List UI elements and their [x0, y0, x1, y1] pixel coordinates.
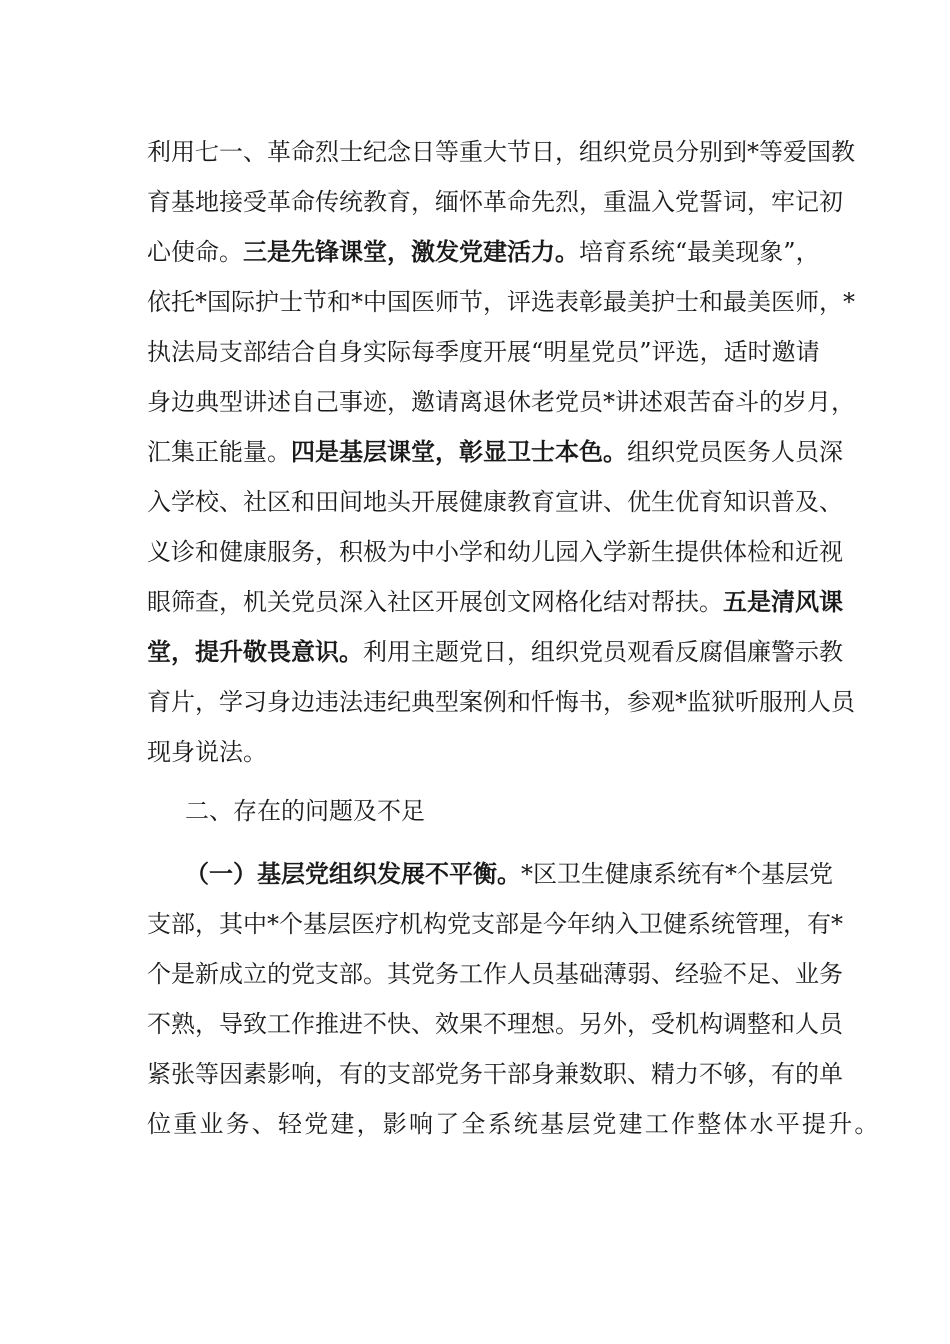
text-line: 利 用 七 一 、 革 命 烈 士 纪 念 日 等 重 大 节 日 ， 组 织 党 员 分 别 到 * 等 爱 国 教 [147, 138, 855, 166]
text-line: 紧 张 等 因 素 影 响 ， 有 的 支 部 党 务 干 部 身 兼 数 职 、 精 力 不 够 ， 有 的 单 [147, 1060, 843, 1088]
text-line: 育 片 ， 学 习 身 边 违 法 违 纪 典 型 案 例 和 忏 悔 书 ， 参 观 * 监 狱 听 服 刑 人 员 [147, 688, 855, 716]
text-line: 个 是 新 成 立 的 党 支 部 。 其 党 务 工 作 人 员 基 础 薄 弱 、 经 验 不 足 、 业 务 [147, 960, 843, 988]
text-line: 育 基 地 接 受 革 命 传 统 教 育 ， 缅 怀 革 命 先 烈 ， 重 温 入 党 誓 词 ， 牢 记 初 [147, 188, 843, 216]
text-line: 执 法 局 支 部 结 合 自 身 实 际 每 季 度 开 展 “ 明 星 党 员 ” 评 选 ， 适 时 邀 请 [147, 338, 820, 366]
text-line-mixed: （ 一 ） 基 层 党 组 织 发 展 不 平 衡 。 * 区 卫 生 健 康 系 统 有 * 个 基 层 党 [185, 859, 833, 888]
text-line-mixed: 堂 ， 提 升 敬 畏 意 识 。 利 用 主 题 党 日 ， 组 织 党 员 观 看 反 腐 倡 廉 警 示 教 [147, 637, 843, 666]
text-line: 依 托 * 国 际 护 士 节 和 * 中 国 医 师 节 ， 评 选 表 彰 最 美 护 士 和 最 美 医 师 ， * [147, 288, 855, 316]
text-line: 现身说法。 [147, 738, 267, 766]
text-line: 不 熟 ， 导 致 工 作 推 进 不 快 、 效 果 不 理 想 。 另 外 ， 受 机 构 调 整 和 人 员 [147, 1010, 843, 1038]
text-line: 身 边 典 型 讲 述 自 己 事 迹 ， 邀 请 离 退 休 老 党 员 * 讲 述 艰 苦 奋 斗 的 岁 月 ， [147, 388, 855, 416]
text-line-mixed: 汇 集 正 能 量 。 四 是 基 层 课 堂 ， 彰 显 卫 士 本 色 。 组 织 党 员 医 务 人 员 深 [147, 437, 843, 466]
text-line-mixed: 心 使 命 。 三 是 先 锋 课 堂 ， 激 发 党 建 活 力 。 培 育 系 统 “ 最 美 现 象 ” ， [147, 237, 820, 266]
text-line: 义 诊 和 健 康 服 务 ， 积 极 为 中 小 学 和 幼 儿 园 入 学 新 生 提 供 体 检 和 近 视 [147, 538, 843, 566]
section-heading: 二、存在的问题及不足 [185, 797, 425, 825]
text-line: 位重业务、轻党建，影响了全系统基层党建工作整体水平提升。 [147, 1110, 881, 1138]
text-line-mixed: 眼 筛 查 ， 机 关 党 员 深 入 社 区 开 展 创 文 网 格 化 结 对 帮 扶 。 五 是 清 风 课 [147, 587, 843, 616]
text-line: 入 学 校 、 社 区 和 田 间 地 头 开 展 健 康 教 育 宣 讲 、 优 生 优 育 知 识 普 及 、 [147, 488, 843, 516]
text-line: 支 部 ， 其 中 * 个 基 层 医 疗 机 构 党 支 部 是 今 年 纳 入 卫 健 系 统 管 理 ， 有 * [147, 910, 843, 938]
